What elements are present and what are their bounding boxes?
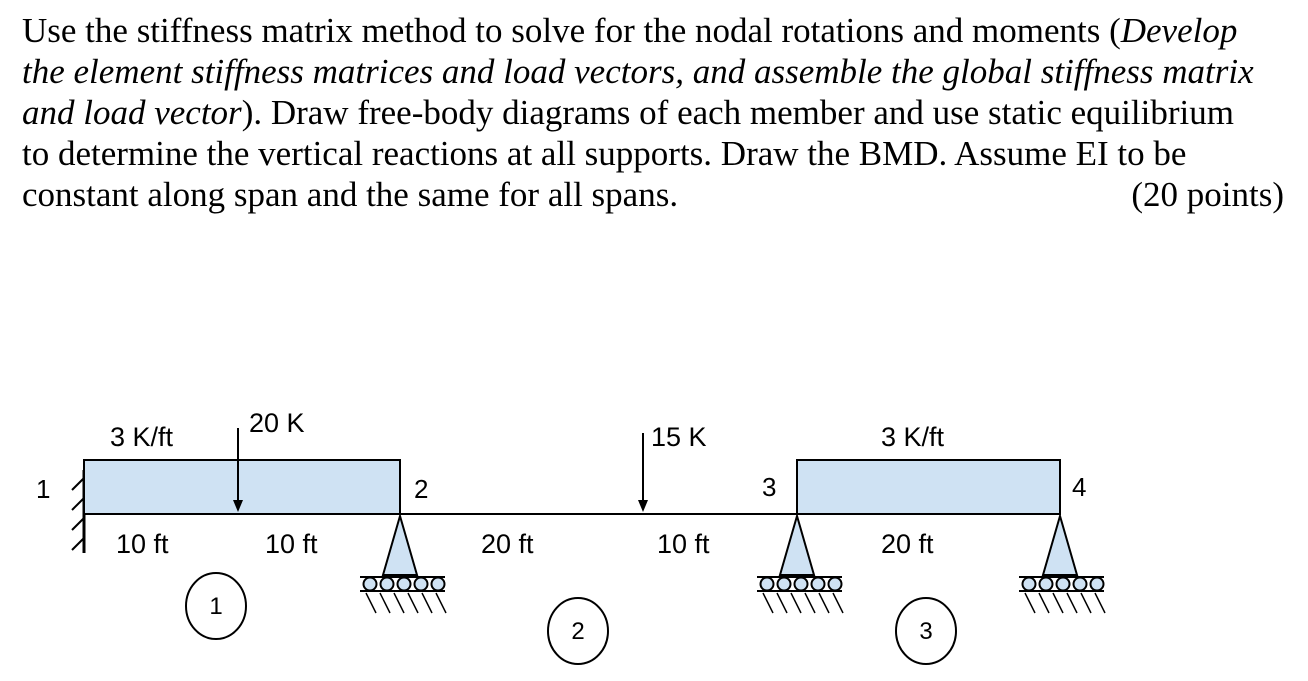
problem-line-4: to determine the vertical reactions at all supports. Draw the BMD. Assume EI to be	[22, 134, 1187, 173]
node-1-label: 1	[36, 474, 51, 504]
element-2-marker	[548, 598, 608, 664]
problem-line-1: Use the stiffness matrix method to solve for the nodal rotations and moments (Develop	[22, 11, 1238, 50]
points-label: (20 points)	[1131, 175, 1284, 214]
point-load-15k	[638, 433, 648, 512]
udl-left	[84, 460, 400, 514]
udl-left-label: 3 K/ft	[110, 422, 174, 452]
span-label: 10 ft	[116, 529, 169, 559]
udl-right	[797, 460, 1060, 514]
udl-right-label: 3 K/ft	[881, 422, 945, 452]
roller-support-node-4	[1019, 516, 1105, 613]
span-label: 10 ft	[265, 529, 318, 559]
fixed-support	[72, 470, 84, 553]
span-label: 20 ft	[481, 529, 534, 559]
span-label: 20 ft	[881, 529, 934, 559]
problem-line-2: the element stiffness matrices and load vectors, and assemble the global stiffness matrix	[22, 52, 1254, 91]
problem-line-3: and load vector). Draw free-body diagrams of each member and use static equilibrium	[22, 93, 1234, 132]
point-load-20k-label: 20 K	[249, 408, 305, 438]
svg-text:1: 1	[209, 593, 223, 620]
node-2-label: 2	[414, 474, 429, 504]
node-3-label: 3	[762, 472, 777, 502]
element-3-marker	[896, 598, 956, 664]
span-label: 10 ft	[657, 529, 710, 559]
svg-text:2: 2	[571, 618, 585, 645]
roller-support-node-3	[757, 516, 843, 613]
point-load-15k-label: 15 K	[651, 422, 707, 452]
svg-text:3: 3	[919, 618, 933, 645]
node-4-label: 4	[1072, 472, 1087, 502]
roller-support-node-2	[360, 516, 446, 613]
element-1-marker	[186, 573, 246, 639]
problem-line-5: constant along span and the same for all spans. (20 points)	[22, 175, 1284, 214]
